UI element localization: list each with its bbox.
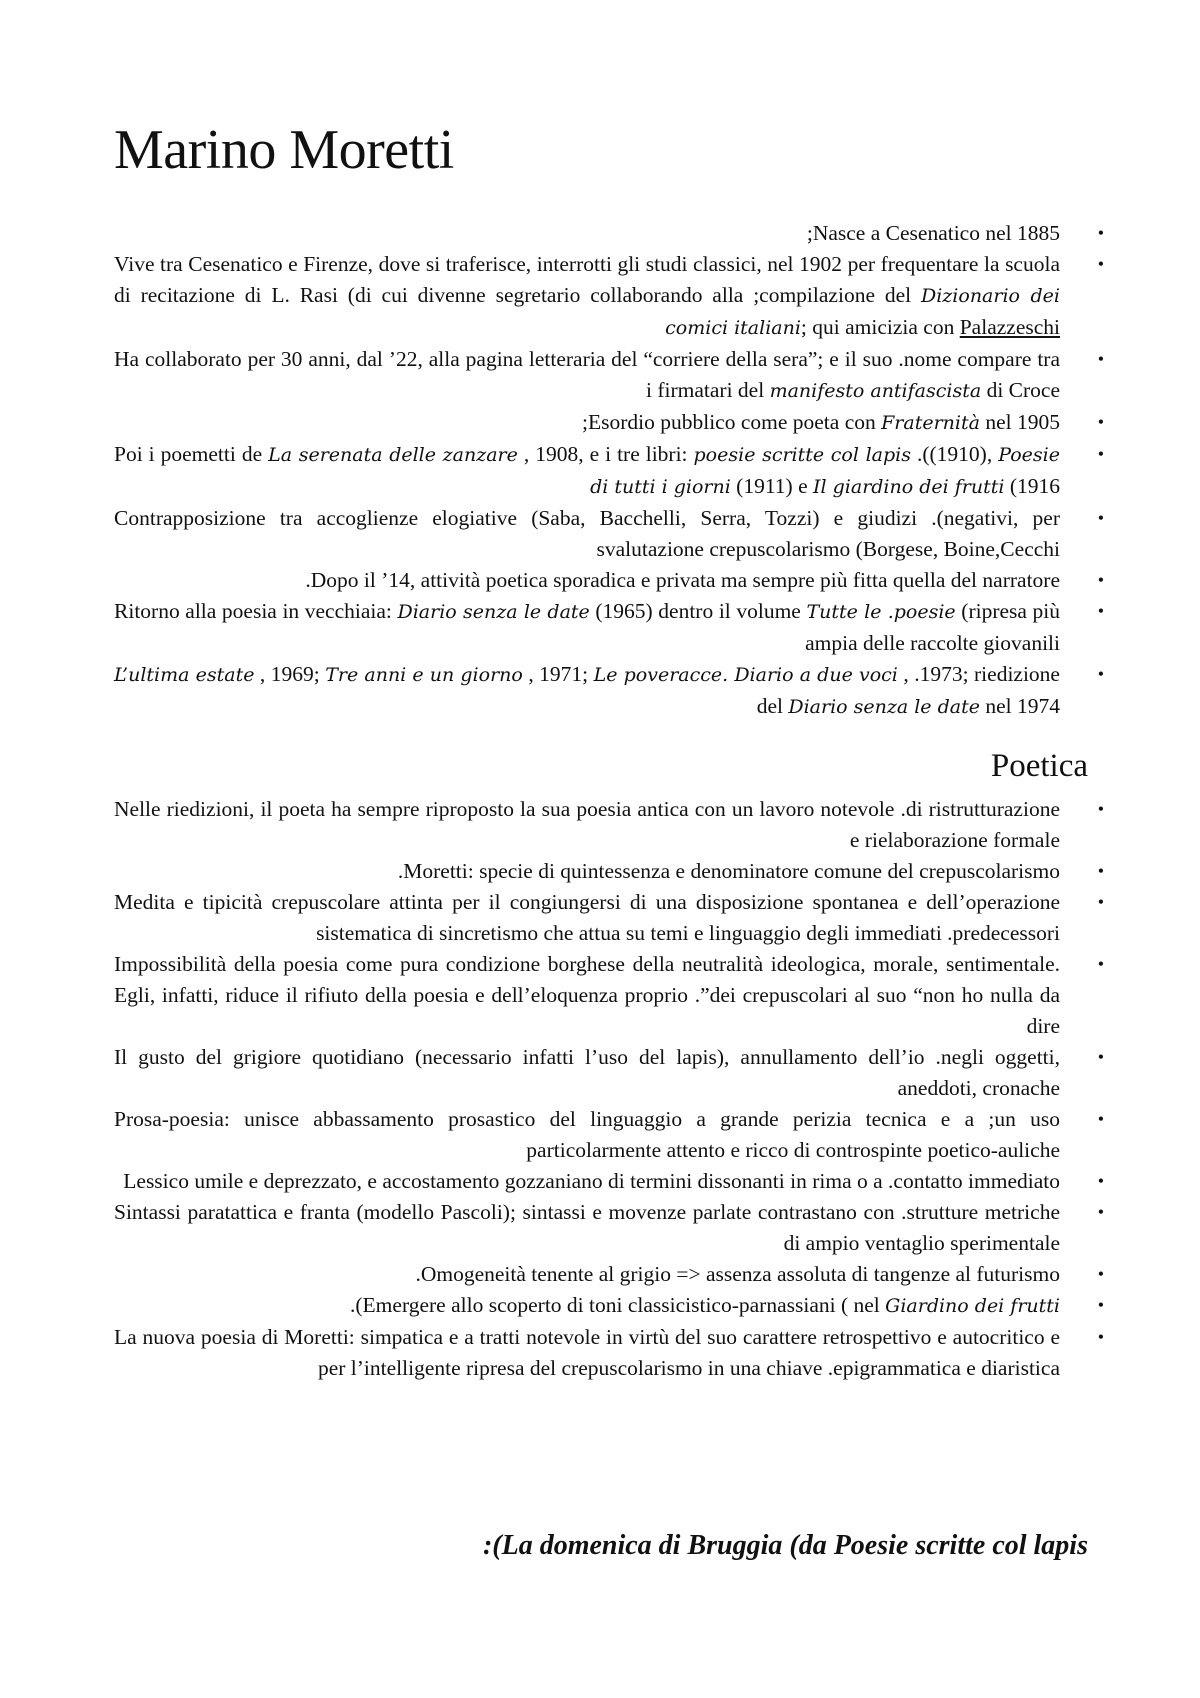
italic-title: L’ultima estate (114, 664, 255, 686)
list-item-text: Contrapposizione tra accoglienze elogiative (Saba, Bacchelli, Serra, Tozzi) e giudizi .(negativi, per svalutazione crepuscolarismo (Borgese, Boine,Cecchi (114, 506, 1060, 561)
italic-title: Diario senza le date (788, 696, 980, 718)
list-item-text: Poi i poemetti de (114, 442, 269, 466)
bio-list-item (114, 439, 1104, 503)
bio-list-item (114, 565, 1104, 596)
bullet-icon: • (1097, 1171, 1104, 1191)
bullet-icon: • (1097, 861, 1104, 881)
page-title: Marino Moretti (114, 119, 454, 181)
italic-title: Diario senza le date (397, 601, 590, 623)
italic-title: Le poveracce. Diario a due voci (593, 664, 898, 686)
list-item-text: Ritorno alla poesia in vecchiaia: (114, 599, 398, 623)
list-item-text: .Dopo il ’14, attività poetica sporadica e privata ma sempre più fitta quella del narratore (305, 568, 1060, 592)
bio-list-item (114, 596, 1104, 659)
bullet-icon: • (1097, 444, 1104, 464)
bullet-icon: • (1097, 954, 1104, 974)
bullet-icon: • (1097, 412, 1104, 432)
poetica-list-item (114, 856, 1104, 887)
list-item-text: ; qui amicizia con (800, 315, 960, 339)
bullet-icon: • (1097, 223, 1104, 243)
bullet-icon: • (1097, 1264, 1104, 1284)
bio-list-item (114, 407, 1104, 439)
poetica-list-item (114, 1290, 1104, 1322)
poetica-list-item (114, 1197, 1104, 1259)
bullet-icon: • (1097, 570, 1104, 590)
poetica-list-item (114, 1166, 1104, 1197)
biography-list (114, 218, 1104, 723)
list-item-text: nel 1905 (979, 410, 1060, 434)
list-item-text: , 1969; (254, 662, 326, 686)
list-item-text: Nelle riedizioni, il poeta ha sempre riproposto la sua poesia antica con un lavoro notevole .di ristrutturazione e rielaborazione formale (114, 797, 1060, 852)
list-item-text: , 1908, e i tre libri: (517, 442, 694, 466)
bullet-icon: • (1097, 1295, 1104, 1315)
poetica-list-item (114, 1259, 1104, 1290)
list-item-text: Medita e tipicità crepuscolare attinta per il congiungersi di una disposizione spontanea e dell’operazione sistematica di sincretismo che attua su temi e linguaggio degli immediati .predecessori (114, 890, 1060, 945)
bullet-icon: • (1097, 1109, 1104, 1129)
poem-title: :(La domenica di Bruggia (da Poesie scritte col lapis (482, 1530, 1088, 1561)
poetica-list-item (114, 1322, 1104, 1384)
list-item-text: Sintassi paratattica e franta (modello Pascoli); sintassi e movenze parlate contrastano con .strutture metriche di ampio ventaglio sperimentale (114, 1200, 1060, 1255)
italic-title: Il giardino dei frutti (813, 476, 1005, 498)
bullet-icon: • (1097, 1202, 1104, 1222)
poetica-list-item (114, 794, 1104, 856)
bullet-icon: • (1097, 1327, 1104, 1347)
italic-title: Tutte le .poesie (806, 601, 956, 623)
bullet-icon: • (1097, 508, 1104, 528)
underlined-text: Palazzeschi (959, 315, 1060, 339)
poetica-list-item (114, 949, 1104, 1042)
list-item-text: (ripresa più ampia delle raccolte giovanili (805, 599, 1061, 655)
list-item-text: , 1971; (522, 662, 594, 686)
bullet-icon: • (1097, 349, 1104, 369)
list-item-text: Lessico umile e deprezzato, e accostamento gozzaniano di termini dissonanti in rima o a .contatto immediato (123, 1169, 1060, 1193)
italic-title: Tre anni e un giorno (325, 664, 523, 686)
italic-title: La serenata delle zanzare (268, 444, 518, 466)
bio-list-item (114, 503, 1104, 565)
poetica-list-item (114, 1042, 1104, 1104)
bio-list-item (114, 659, 1104, 723)
list-item-text: .(Emergere allo scoperto di toni classicistico-parnassiani ( nel (350, 1293, 886, 1317)
bullet-icon: • (1097, 254, 1104, 274)
bullet-icon: • (1097, 601, 1104, 621)
bullet-icon: • (1097, 1047, 1104, 1067)
list-item-text: ;Esordio pubblico come poeta con (581, 410, 882, 434)
bullet-icon: • (1097, 664, 1104, 684)
bio-list-item (114, 344, 1104, 407)
list-item-text: Prosa-poesia: unisce abbassamento prosastico del linguaggio a grande perizia tecnica e a ;un uso particolarmente attento e ricco di controspinte poetico-auliche (114, 1107, 1060, 1162)
list-item-text: Il gusto del grigiore quotidiano (necessario infatti l’uso del lapis), annullamento dell’io .negli oggetti, aneddoti, cronache (114, 1045, 1060, 1100)
italic-title: Poesie di tutti i giorni (590, 444, 1060, 498)
list-item-text: (1911) e (730, 474, 813, 498)
list-item-text: .((1910), (911, 442, 999, 466)
list-item-text: (1965) dentro il volume (589, 599, 807, 623)
section-heading-poetica: Poetica (990, 748, 1088, 784)
list-item-text: Vive tra Cesenatico e Firenze, dove si traferisce, interrotti gli studi classici, nel 1902 per frequentare la scuola di recitazione di L. Rasi (di cui divenne segretario collaborando alla ;compilazione del (114, 252, 1060, 307)
list-item-text: La nuova poesia di Moretti: simpatica e a tratti notevole in virtù del suo carattere retrospettivo e autocritico e per l’intelligente ripresa del crepuscolarismo in una chiave .epigrammatica e diaristica (114, 1325, 1060, 1380)
bullet-icon: • (1097, 892, 1104, 912)
italic-title: poesie scritte col lapis (693, 444, 911, 466)
italic-title: manifesto antifascista (769, 380, 982, 402)
bio-list-item (114, 218, 1104, 249)
italic-title: Dizionario dei comici italiani (665, 285, 1060, 339)
list-item-text: nel 1974 (979, 694, 1060, 718)
italic-title: Fraternità (881, 412, 980, 434)
italic-title: Giardino dei frutti (885, 1295, 1060, 1317)
list-item-text: .Moretti: specie di quintessenza e denominatore comune del crepuscolarismo (397, 859, 1060, 883)
list-item-text: (1916 (1004, 474, 1060, 498)
list-item-text: Ha collaborato per 30 anni, dal ’22, alla pagina letteraria del “corriere della sera”; e il suo .nome compare tra i firmatari del (114, 347, 1060, 402)
poetica-list (114, 794, 1104, 1384)
poetica-list-item (114, 887, 1104, 949)
bio-list-item (114, 249, 1104, 344)
list-item-text: Impossibilità della poesia come pura condizione borghese della neutralità ideologica, morale, sentimentale. Egli, infatti, riduce il rifiuto della poesia e dell’eloquenza proprio .”dei crepuscolari al suo “non ho nulla da dire (114, 952, 1060, 1038)
list-item-text: , .1973; riedizione del (756, 662, 1060, 718)
list-item-text: ;Nasce a Cesenatico nel 1885 (806, 221, 1060, 245)
list-item-text: di Croce (981, 378, 1060, 402)
list-item-text: .Omogeneità tenente al grigio => assenza assoluta di tangenze al futurismo (415, 1262, 1060, 1286)
bullet-icon: • (1097, 799, 1104, 819)
poetica-list-item (114, 1104, 1104, 1166)
